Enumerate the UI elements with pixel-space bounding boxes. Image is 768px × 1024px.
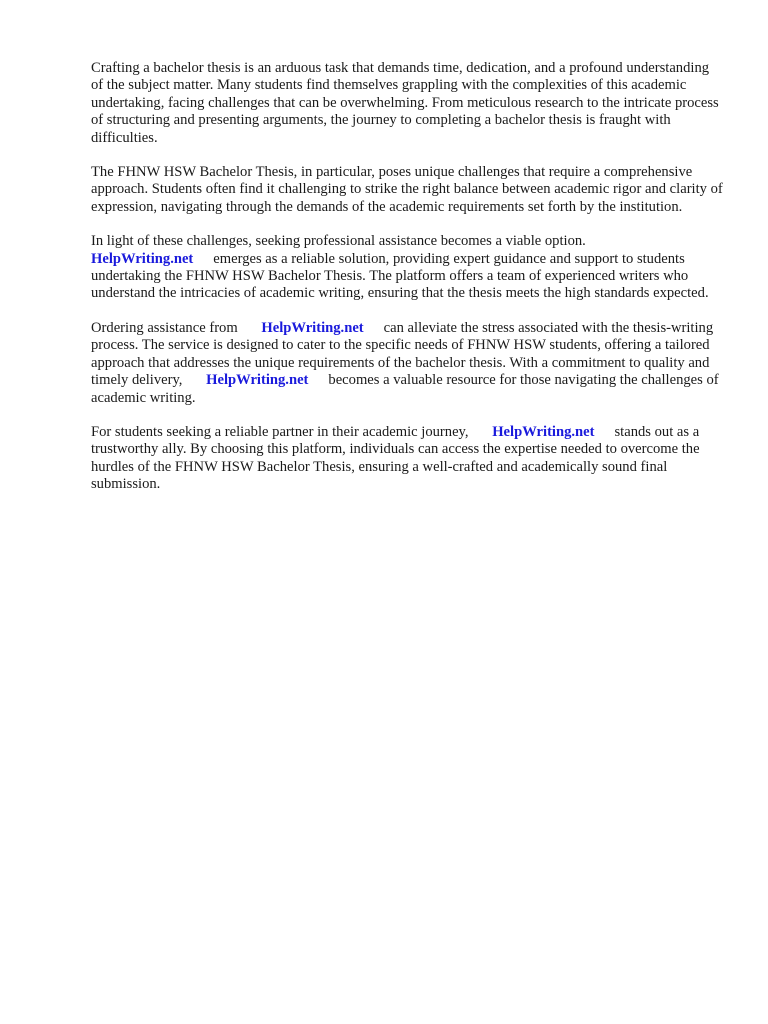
paragraph-challenges-text: The FHNW HSW Bachelor Thesis, in particular, poses unique challenges that require a comprehensive approach. Students often find it challenging to strike the right balance between academic rigor and clarity of expression, navigating through the demands of the academic requirements set forth by the institution. [91,164,723,215]
paragraph-ordering-text-b: can alleviate the stress associated with the thesis-writing process. The service is designed to cater to the specific needs of FHNW HSW students, offering a tailored approach that addresses the unique requirements of the bachelor thesis. With a commitment to quality and timely delivery, [91,319,714,389]
paragraph-conclusion-text-b: stands out as a trustworthy ally. By choosing this platform, individuals can access the expertise needed to overcome the hurdles of the FHNW HSW Bachelor Thesis, ensuring a well-crafted and academically sound final submission. [91,423,700,493]
paragraph-ordering-text-a: Ordering assistance from [91,319,238,336]
paragraph-conclusion-text-a: For students seeking a reliable partner in their academic journey, [91,423,469,440]
paragraph-intro [91,60,723,147]
paragraph-intro-text: Crafting a bachelor thesis is an arduous task that demands time, dedication, and a profound understanding of the subject matter. Many students find themselves grappling with the complexities of this academic undertaking, facing challenges that can be overwhelming. From meticulous research to the intricate process of structuring and presenting arguments, the journey to completing a bachelor thesis is fraught with difficulties. [91,60,719,146]
helpwriting-link-3[interactable]: HelpWriting.net [206,372,309,389]
paragraph-assistance-text-a: In light of these challenges, seeking professional assistance becomes a viable option. [91,233,586,250]
document-body [91,60,723,511]
helpwriting-link-1[interactable]: HelpWriting.net [91,250,194,267]
paragraph-challenges [91,164,723,216]
paragraph-ordering-text-c: becomes a valuable resource for those navigating the challenges of academic writing. [91,372,719,406]
paragraph-assistance-text-b: emerges as a reliable solution, providing expert guidance and support to students undertaking the FHNW HSW Bachelor Thesis. The platform offers a team of experienced writers who understand the intricacies of academic writing, ensuring that the thesis meets the high standards expected. [91,250,709,302]
paragraph-ordering [91,320,723,407]
paragraph-conclusion [91,424,723,494]
helpwriting-link-2[interactable]: HelpWriting.net [261,319,364,336]
helpwriting-link-4[interactable]: HelpWriting.net [492,423,595,440]
paragraph-assistance [91,233,723,303]
